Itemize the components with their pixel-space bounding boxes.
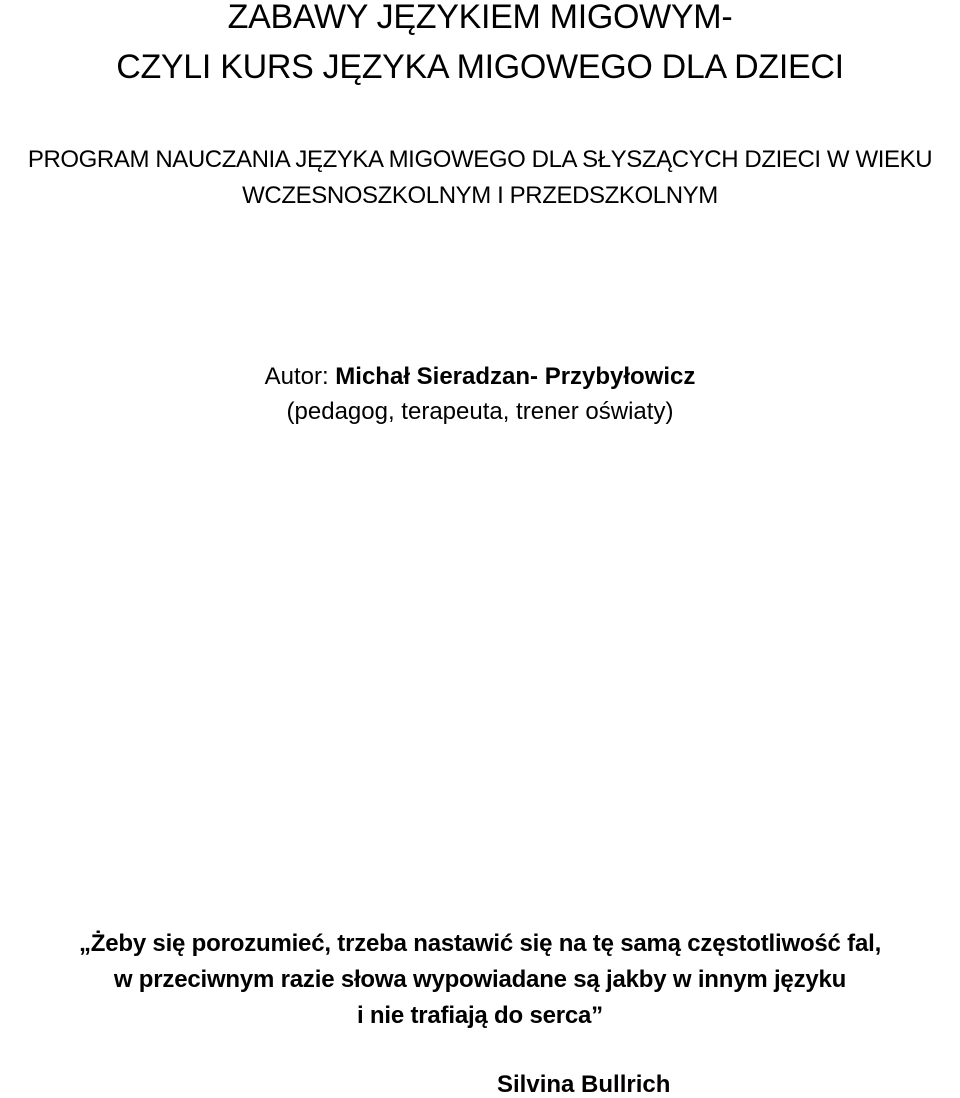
author-name: Michał Sieradzan- Przybyłowicz [335,363,696,390]
author-label: Autor: [264,363,336,390]
quote-line-2: w przeciwnym razie słowa wypowiadane są jakby w innym języku [113,966,847,993]
quote-line-3: i nie trafiają do serca” [357,1002,603,1029]
quote-author: Silvina Bullrich [497,1071,671,1098]
subtitle-line-1: PROGRAM NAUCZANIA JĘZYKA MIGOWEGO DLA SŁYSZĄCYCH DZIECI W WIEKU [27,146,933,173]
title-line-2: CZYLI KURS JĘZYKA MIGOWEGO DLA DZIECI [116,48,844,86]
subtitle-line-2: WCZESNOSZKOLNYM I PRZEDSZKOLNYM [242,182,718,209]
author-role: (pedagog, terapeuta, trener oświaty) [286,398,674,425]
title-line-1: ZABAWY JĘZYKIEM MIGOWYM- [227,0,733,36]
author-line [0,365,960,389]
quote-line-1: „Żeby się porozumieć, trzeba nastawić się na tę samą częstotliwość fal, [78,930,882,957]
